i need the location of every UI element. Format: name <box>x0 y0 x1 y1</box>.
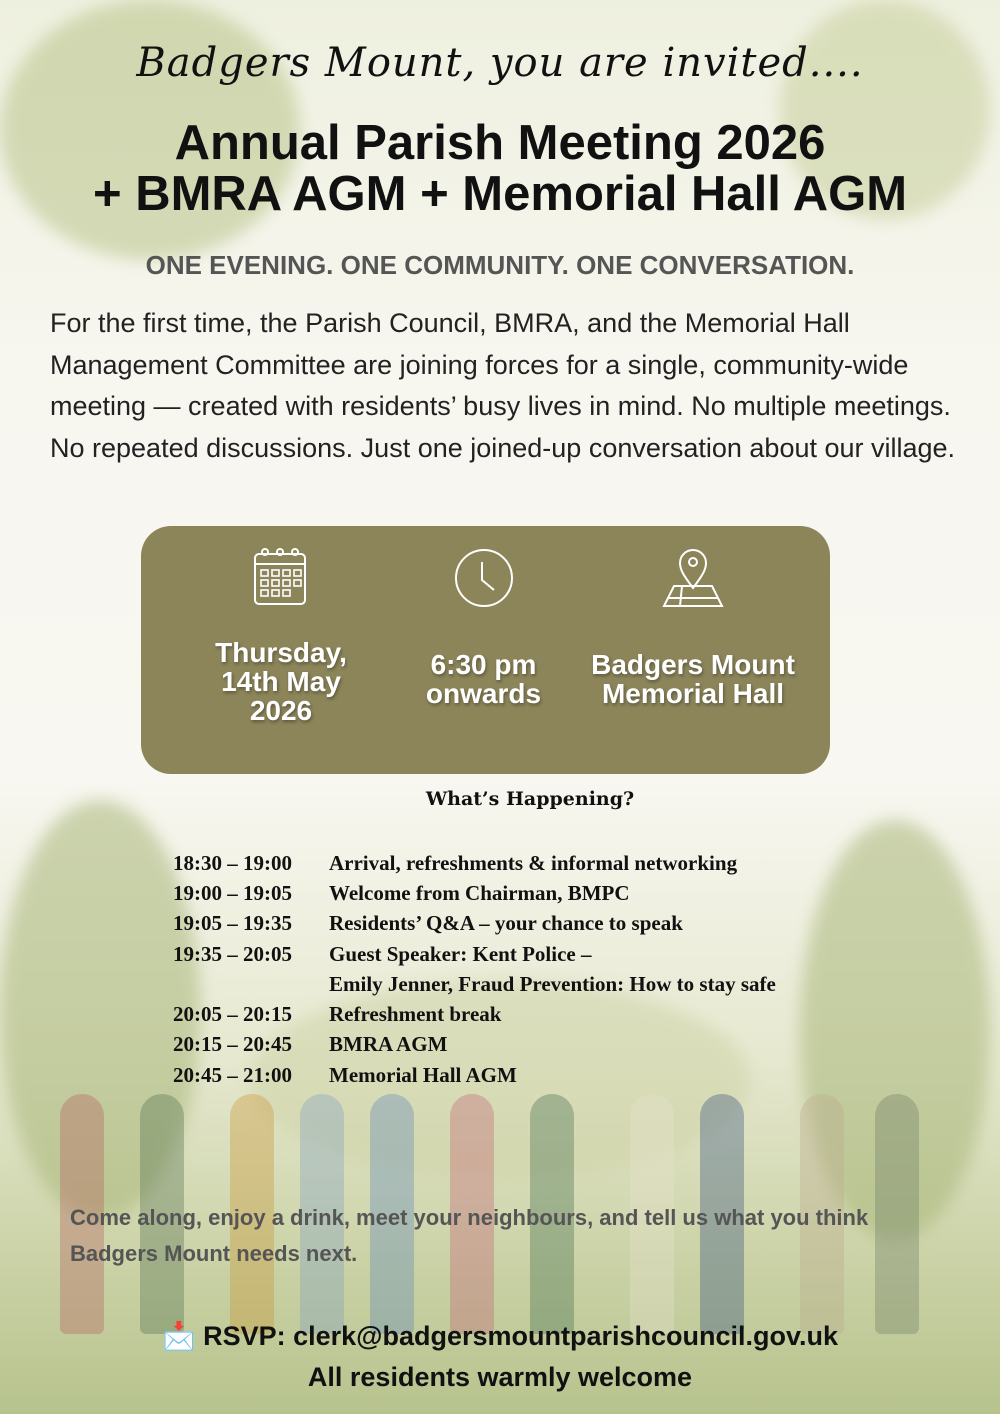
venue-column <box>573 548 813 708</box>
schedule-item: Residents’ Q&A – your chance to speak <box>329 911 683 936</box>
invitation-script: Badgers Mount, you are invited.... <box>136 40 864 86</box>
title-line-1: Annual Parish Meeting 2026 <box>174 116 826 170</box>
event-time: 6:30 pm onwards <box>425 649 542 709</box>
event-details-box <box>141 526 830 774</box>
schedule-time: 19:05 – 19:35 <box>173 911 292 936</box>
title-line-2: + BMRA AGM + Memorial Hall AGM <box>92 167 908 221</box>
schedule-time: 19:00 – 19:05 <box>173 880 292 905</box>
schedule-row <box>173 999 776 1029</box>
call-to-action: Come along, enjoy a drink, meet your neighbours, and tell us what you think Badgers Mount needs next. <box>70 1205 869 1266</box>
schedule-item: Arrival, refreshments & informal networking <box>329 850 738 875</box>
map-pin-icon <box>662 548 724 608</box>
schedule-item: Emily Jenner, Fraud Prevention: How to stay safe <box>329 971 776 996</box>
schedule-time: 20:45 – 21:00 <box>173 1062 292 1087</box>
schedule-row <box>173 909 776 939</box>
welcome-note: All residents warmly welcome <box>307 1362 693 1392</box>
event-date: Thursday, 14th May 2026 <box>215 637 347 726</box>
schedule-time: 20:15 – 20:45 <box>173 1032 292 1057</box>
envelope-icon: 📩 <box>161 1321 196 1351</box>
schedule-row <box>173 1060 776 1090</box>
tagline: ONE EVENING. ONE COMMUNITY. ONE CONVERSATION. <box>145 250 855 280</box>
schedule-item: Refreshment break <box>329 1002 502 1027</box>
rsvp-email-link[interactable]: RSVP: clerk@badgersmountparishcouncil.gov.uk <box>203 1321 839 1351</box>
schedule-time: 19:35 – 20:05 <box>173 941 292 966</box>
event-venue: Badgers Mount Memorial Hall <box>591 649 795 709</box>
schedule-time: 20:05 – 20:15 <box>173 1002 292 1027</box>
schedule-row <box>173 969 776 999</box>
date-column <box>201 548 361 725</box>
schedule-item: BMRA AGM <box>329 1032 448 1057</box>
schedule-item: Memorial Hall AGM <box>329 1062 517 1087</box>
rsvp-line <box>0 1320 1000 1352</box>
schedule-row <box>173 939 776 969</box>
schedule-row <box>173 848 776 878</box>
page-title <box>0 118 1000 220</box>
schedule-item: Guest Speaker: Kent Police – <box>329 941 592 966</box>
schedule-item: Welcome from Chairman, BMPC <box>329 880 630 905</box>
schedule-row <box>173 1030 776 1060</box>
clock-icon <box>454 548 514 608</box>
schedule-row <box>173 878 776 908</box>
schedule-list <box>173 848 776 1090</box>
time-column <box>411 548 556 708</box>
intro-paragraph: For the first time, the Parish Council, BMRA, and the Memorial Hall Management Committee are joining forces for a single, community-wide meeting — created with residents’ busy lives in mind. No multiple meetings. No repeated discussions. Just one joined-up conversation about our village. <box>50 308 956 463</box>
calendar-icon <box>253 548 309 608</box>
schedule-time: 18:30 – 19:00 <box>173 850 292 875</box>
schedule-title: What’s Happening? <box>425 788 635 810</box>
